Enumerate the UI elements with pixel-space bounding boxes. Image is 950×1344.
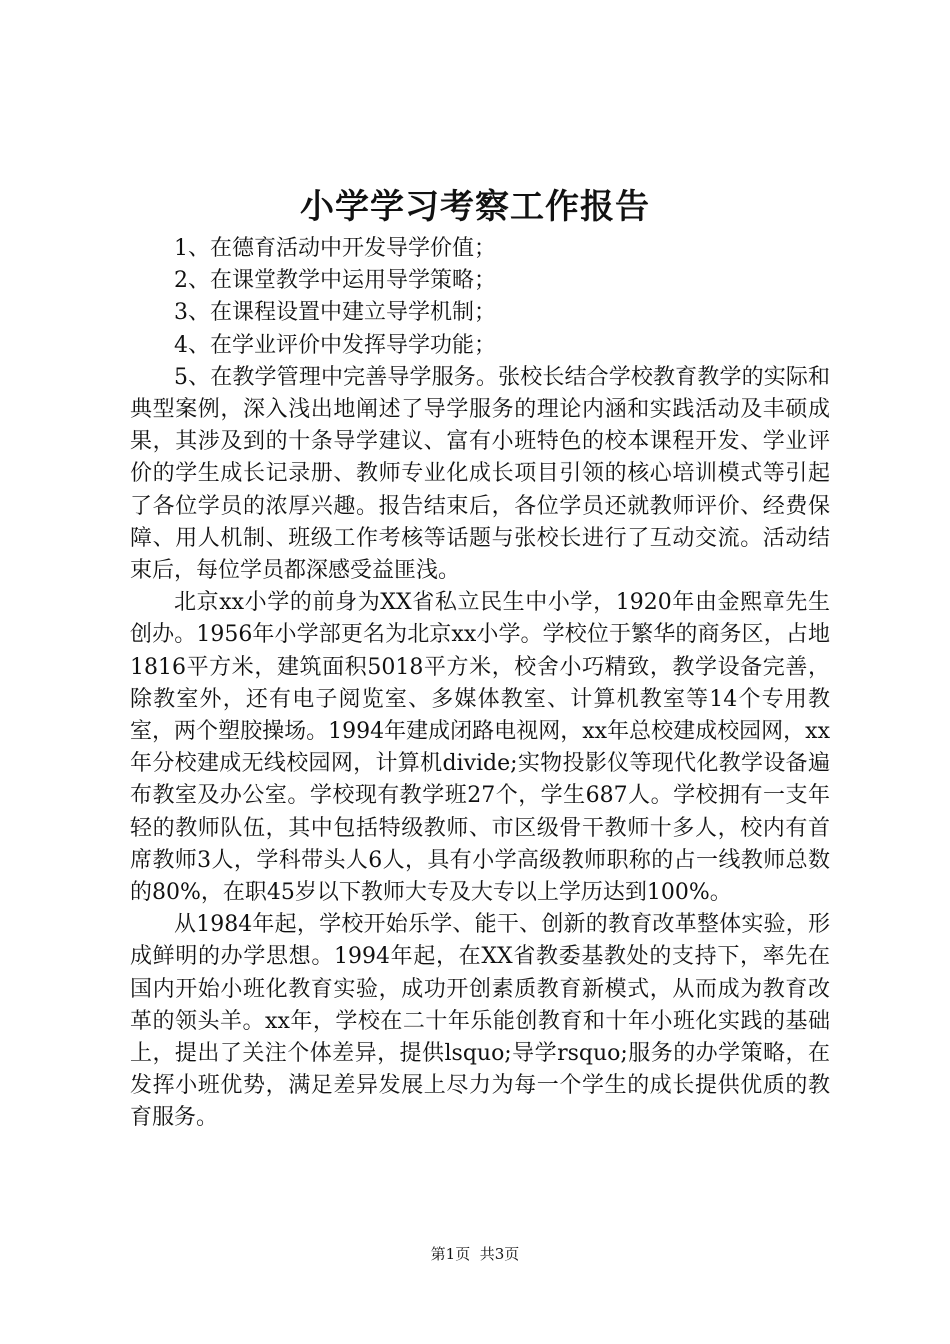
paragraph-school-history: 北京xx小学的前身为XX省私立民生中小学，1920年由金熙章先生创办。1956年小学部更名为北京xx小学。学校位于繁华的商务区，占地1816平方米，建筑面积5018平方米，校舍小巧精致，教学设备完善，除教室外，还有电子阅览室、多媒体教室、计算机教室等14个专用教室，两个塑胶操场。1994年建成闭路电视网，xx年总校建成校园网，xx年分校建成无线校园网，计算机divide;实物投影仪等现代化教学设备遍布教室及办公室。学校现有教学班27个，学生687人。学校拥有一支年轻的教师队伍，其中包括特级教师、市区级骨干教师十多人，校内有首席教师3人，学科带头人6人，具有小学高级教师职称的占一线教师总数的80%，在职45岁以下教师大专及大专以上学历达到100%。 (130, 590, 830, 906)
paragraph-item-2: 2、在课堂教学中运用导学策略； (174, 268, 496, 294)
document-title: 小学学习考察工作报告 (300, 187, 650, 227)
page-footer (0, 1243, 950, 1265)
paragraph-item-4: 4、在学业评价中发挥导学功能； (174, 332, 496, 358)
paragraph-item-5: 5、在教学管理中完善导学服务。张校长结合学校教育教学的实际和典型案例，深入浅出地阐述了导学服务的理论内涵和实践活动及丰硕成果，其涉及到的十条导学建议、富有小班特色的校本课程开发、学业评价的学生成长记录册、教师专业化成长项目引领的核心培训模式等引起了各位学员的浓厚兴趣。报告结束后，各位学员还就教师评价、经费保障、用人机制、班级工作考核等话题与张校长进行了互动交流。活动结束后，每位学员都深感受益匪浅。 (130, 364, 830, 584)
paragraph-item-3: 3、在课程设置中建立导学机制； (174, 300, 496, 326)
page-total: 共3页 (479, 1245, 520, 1263)
page-number: 第1页 (430, 1245, 471, 1263)
document-body (130, 233, 830, 1135)
paragraph-item-1: 1、在德育活动中开发导学价值； (174, 236, 496, 261)
footer-spacer (470, 1245, 480, 1263)
paragraph-reform: 从1984年起，学校开始乐学、能干、创新的教育改革整体实验，形成鲜明的办学思想。1994年起，在XX省教委基教处的支持下，率先在国内开始小班化教育实验，成功开创素质教育新模式，从而成为教育改革的领头羊。xx年，学校在二十年乐能创教育和十年小班化实践的基础上，提出了关注个体差异，提供lsquo;导学rsquo;服务的办学策略，在发挥小班优势，满足差异发展上尽力为每一个学生的成长提供优质的教育服务。 (130, 912, 830, 1131)
